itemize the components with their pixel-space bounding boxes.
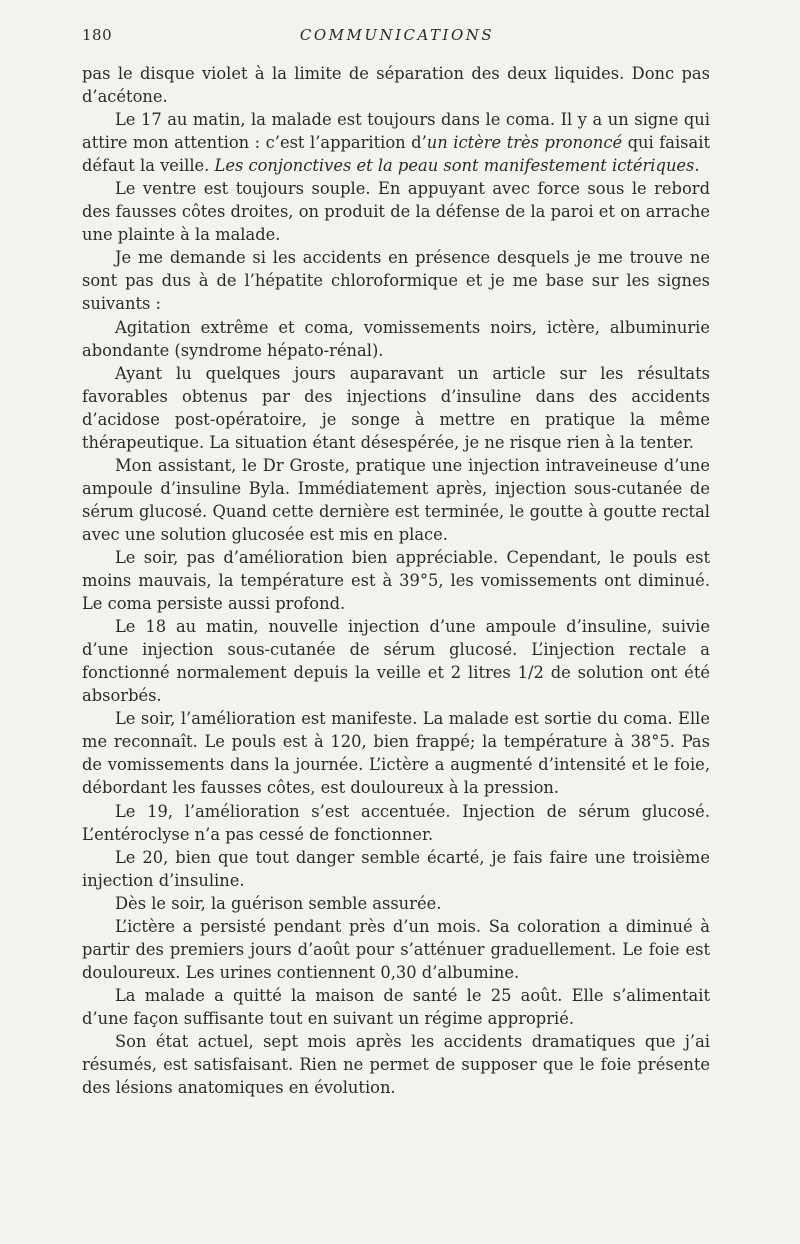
paragraph-4: Je me demande si les accidents en présence desquels je me trouve ne sont pas dus à de l’hépatite chloroformique et je me base sur les signes suivants : — [82, 248, 710, 314]
paragraph-12: Le 20, bien que tout danger semble écarté, je fais faire une troisième injection d’insuline. — [82, 847, 710, 890]
paragraph-10: Le soir, l’amélioration est manifeste. La malade est sortie du coma. Elle me reconnaît. Le pouls est à 120, bien frappé; la température à 38°5. Pas de vomissements dans la journée. L’ictère a augmenté d’intensité et le foie, débordant les fausses côtes, est douloureux à la pression. — [82, 709, 710, 798]
paragraph-2-text-a: Le 17 au matin, la malade est toujours dans le coma. Il y a un signe qui attire mon attention : c’est l’apparition d’ — [82, 110, 710, 153]
body-text — [82, 62, 710, 1099]
paragraph-9: Le 18 au matin, nouvelle injection d’une ampoule d’insuline, suivie d’une injection sous-cutanée de sérum glucosé. L’injection rectale a fonctionné normalement depuis la veille et 2 litres 1/2 de solution ont été absorbés. — [82, 617, 710, 706]
paragraph-1: pas le disque violet à la limite de séparation des deux liquides. Donc pas d’acétone. — [82, 64, 710, 107]
paragraph-7: Mon assistant, le Dr Groste, pratique une injection intraveineuse d’une ampoule d’insuline Byla. Immédiatement après, injection sous-cutanée de sérum glucosé. Quand cette dernière est terminée, le goutte à goutte rectal avec une solution glucosée est mis en place. — [82, 455, 710, 544]
page-header — [82, 26, 712, 50]
paragraph-14: L’ictère a persisté pendant près d’un mois. Sa coloration a diminué à partir des premiers jours d’août pour s’atténuer graduellement. Le foie est douloureux. Les urines contiennent 0,30 d’albumine. — [82, 916, 710, 982]
paragraph-2 — [82, 108, 710, 177]
paragraph-13: Dès le soir, la guérison semble assurée. — [115, 893, 442, 913]
paragraph-8: Le soir, pas d’amélioration bien appréciable. Cependant, le pouls est moins mauvais, la température est à 39°5, les vomissements ont diminué. Le coma persiste aussi profond. — [82, 547, 710, 614]
paragraph-2-emphasis-b: Les conjonctives et la peau sont manifestement ictériques — [214, 156, 695, 176]
running-title: COMMUNICATIONS — [299, 26, 495, 44]
paragraph-2-text-c: . — [694, 156, 700, 176]
paragraph-16: Son état actuel, sept mois après les accidents dramatiques que j’ai résumés, est satisfaisant. Rien ne permet de supposer que le foie présente des lésions anatomiques en évolution. — [82, 1031, 710, 1098]
page-number: 180 — [82, 26, 113, 44]
paragraph-2-emphasis-a: un ictère très prononcé — [426, 133, 623, 153]
paragraph-3: Le ventre est toujours souple. En appuyant avec force sous le rebord des fausses côtes droites, on produit de la défense de la paroi et on arrache une plainte à la malade. — [82, 179, 710, 245]
paragraph-15: La malade a quitté la maison de santé le 25 août. Elle s’alimentait d’une façon suffisante tout en suivant un régime approprié. — [82, 985, 710, 1028]
paragraph-2-text-b: qui faisait défaut la veille. — [82, 133, 710, 176]
paragraph-6: Ayant lu quelques jours auparavant un article sur les résultats favorables obtenus par des injections d’insuline dans des accidents d’acidose post-opératoire, je songe à mettre en pratique la même thérapeutique. La situation étant désespérée, je ne risque rien à la tenter. — [82, 363, 710, 452]
paragraph-5: Agitation extrême et coma, vomissements noirs, ictère, albuminurie abondante (syndrome hépato-rénal). — [82, 317, 710, 360]
paragraph-11: Le 19, l’amélioration s’est accentuée. Injection de sérum glucosé. L’entéroclyse n’a pas cessé de fonctionner. — [82, 801, 710, 844]
